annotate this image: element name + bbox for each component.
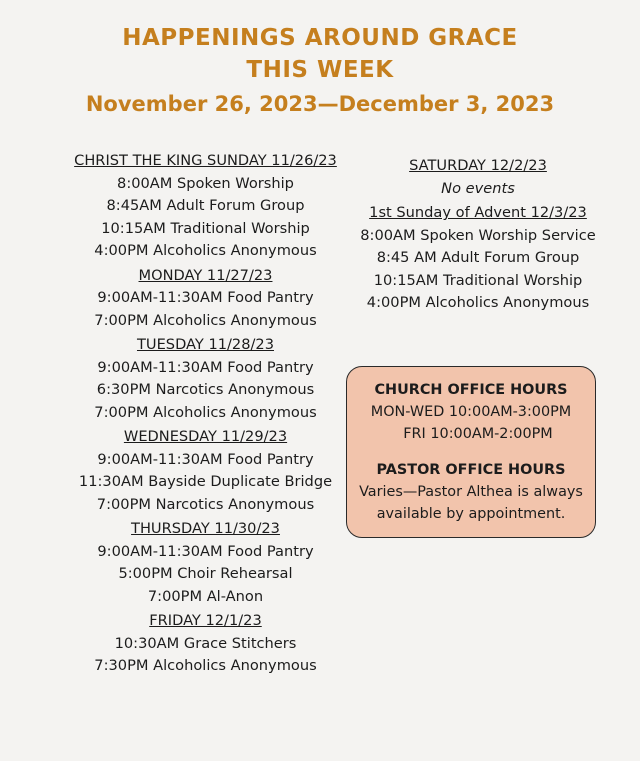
- page-title: HAPPENINGS AROUND GRACE: [122, 25, 518, 51]
- event-item: 4:00PM Alcoholics Anonymous: [366, 294, 590, 311]
- event-item: 9:00AM-11:30AM Food Pantry: [97, 289, 314, 306]
- event-item: 9:00AM-11:30AM Food Pantry: [97, 450, 314, 468]
- event-item: 8:45AM Adult Forum Group: [106, 197, 305, 214]
- pastor-hours-line: Varies—Pastor Althea is always: [359, 484, 583, 500]
- event-item: 8:00AM Spoken Worship: [117, 174, 294, 192]
- office-hours-box: [346, 366, 596, 538]
- event-item: 9:00AM-11:30AM Food Pantry: [97, 358, 314, 376]
- church-hours-line: MON-WED 10:00AM-3:00PM: [370, 404, 572, 420]
- day-heading-monday: MONDAY 11/27/23: [138, 266, 273, 284]
- event-item: 7:00PM Alcoholics Anonymous: [94, 311, 317, 329]
- event-item: 5:00PM Choir Rehearsal: [118, 565, 293, 582]
- pastor-hours-line: available by appointment.: [376, 506, 566, 522]
- event-item: 4:00PM Alcoholics Anonymous: [94, 242, 317, 259]
- event-item: 6:30PM Narcotics Anonymous: [96, 381, 315, 398]
- day-heading-sunday: CHRIST THE KING SUNDAY 11/26/23: [74, 152, 337, 169]
- church-office-hours-title: CHURCH OFFICE HOURS: [374, 382, 568, 398]
- day-heading-tuesday: TUESDAY 11/28/23: [136, 336, 274, 353]
- pastor-office-hours-title: PASTOR OFFICE HOURS: [376, 462, 566, 478]
- event-item: 8:45 AM Adult Forum Group: [376, 249, 580, 266]
- event-item: 11:30AM Bayside Duplicate Bridge: [78, 473, 333, 490]
- page-header: [0, 22, 640, 122]
- day-heading-saturday: SATURDAY 12/2/23: [409, 157, 547, 174]
- page-subtitle: THIS WEEK: [246, 57, 394, 83]
- day-heading-thursday: THURSDAY 11/30/23: [131, 520, 280, 537]
- right-schedule-column: [334, 155, 622, 315]
- event-item: 9:00AM-11:30AM Food Pantry: [97, 542, 314, 560]
- event-item: 7:00PM Alcoholics Anonymous: [94, 403, 317, 421]
- event-item: 10:30AM Grace Stitchers: [114, 634, 297, 652]
- day-heading-wednesday: WEDNESDAY 11/29/23: [123, 428, 288, 445]
- day-heading-advent-sunday: 1st Sunday of Advent 12/3/23: [369, 204, 587, 221]
- left-schedule-column: [28, 150, 383, 678]
- no-events-note: No events: [441, 179, 515, 197]
- event-item: 7:30PM Alcoholics Anonymous: [94, 657, 317, 674]
- event-item: 7:00PM Al-Anon: [147, 587, 264, 605]
- event-item: 10:15AM Traditional Worship: [373, 271, 583, 289]
- event-item: 10:15AM Traditional Worship: [101, 219, 310, 237]
- date-range: November 26, 2023—December 3, 2023: [85, 92, 555, 116]
- church-hours-line: FRI 10:00AM-2:00PM: [403, 426, 553, 442]
- event-item: 7:00PM Narcotics Anonymous: [96, 495, 315, 513]
- day-heading-friday: FRIDAY 12/1/23: [149, 612, 262, 629]
- event-item: 8:00AM Spoken Worship Service: [360, 226, 596, 244]
